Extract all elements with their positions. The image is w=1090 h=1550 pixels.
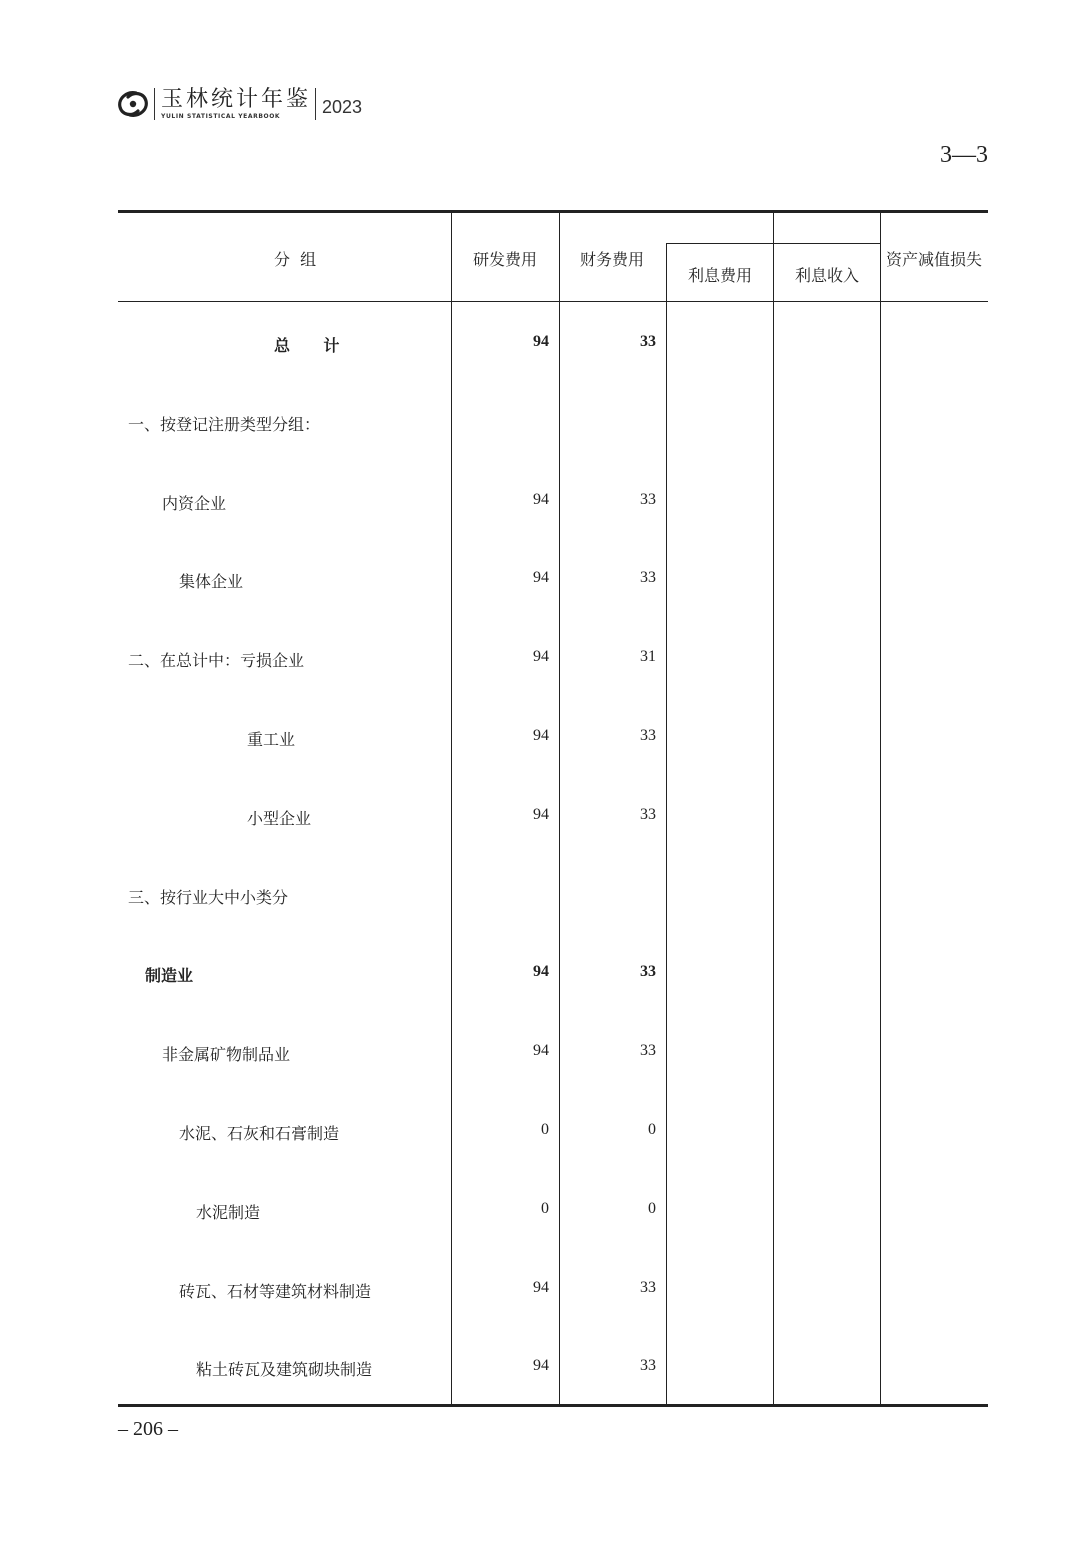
cell-financial-expense: 0 [648, 1121, 656, 1138]
col-rule-4 [773, 210, 774, 1406]
yearbook-logo-icon [116, 89, 150, 119]
cell-rd-expense: 0 [541, 1199, 549, 1217]
row-label: 制造业 [145, 966, 194, 986]
col-header-rd-expense: 研发费用 [473, 250, 538, 269]
cell-financial-expense: 33 [640, 1278, 656, 1296]
row-label: 非金属矿物制品业 [162, 1045, 291, 1065]
header-divider-2 [315, 88, 316, 120]
yearbook-year: 2023 [322, 96, 363, 117]
yearbook-title: 玉林统计年鉴 [161, 86, 312, 112]
row-label: 砖瓦、石材等建筑材料制造 [179, 1281, 372, 1301]
cell-rd-expense: 94 [533, 569, 549, 587]
col-header-asset-impairment: 资产减值损失 [886, 250, 983, 269]
cell-financial-expense: 33 [640, 963, 656, 981]
row-label: 三、按行业大中小类分 [128, 887, 289, 907]
cell-rd-expense: 94 [533, 727, 549, 744]
col-header-group: 分 组 [274, 250, 317, 269]
row-label: 集体企业 [179, 572, 244, 592]
row-label: 粘土砖瓦及建筑砌块制造 [196, 1360, 373, 1380]
col-rule-1 [451, 210, 452, 1406]
col-header-financial-expense: 财务费用 [580, 250, 645, 269]
table-bottom-rule [118, 1404, 988, 1407]
header-bottom-rule [118, 301, 988, 302]
col-rule-2 [559, 210, 560, 1406]
cell-financial-expense: 33 [640, 805, 656, 823]
col-rule-5 [880, 210, 881, 1406]
yearbook-title-en: YULIN STATISTICAL YEARBOOK [161, 112, 281, 120]
yearbook-header [116, 84, 362, 124]
cell-rd-expense: 0 [541, 1121, 549, 1138]
row-label: 水泥、石灰和石膏制造 [179, 1124, 340, 1143]
cell-financial-expense: 0 [648, 1199, 656, 1217]
cell-rd-expense: 94 [533, 1278, 549, 1296]
cell-financial-expense: 33 [640, 1042, 656, 1060]
cell-financial-expense: 33 [640, 490, 656, 508]
cell-rd-expense: 94 [533, 805, 549, 823]
cell-rd-expense: 94 [533, 490, 549, 508]
table-number: 3—3 [940, 142, 988, 168]
cell-financial-expense: 33 [640, 569, 656, 587]
row-label: 一、按登记注册类型分组： [128, 414, 321, 434]
header-divider [154, 88, 155, 120]
cell-financial-expense: 33 [640, 727, 656, 744]
row-label: 内资企业 [162, 493, 227, 513]
col-header-interest-expense: 利息费用 [688, 266, 753, 285]
cell-rd-expense: 94 [533, 1357, 549, 1375]
cell-rd-expense: 94 [533, 1042, 549, 1060]
statistics-table [118, 210, 988, 1406]
row-label: 二、在总计中：亏损企业 [128, 651, 305, 671]
row-label: 重工业 [247, 730, 296, 749]
page-number: – 206 – [118, 1418, 178, 1440]
cell-rd-expense: 94 [533, 648, 549, 666]
cell-financial-expense: 33 [640, 333, 656, 350]
table-top-rule [118, 210, 988, 213]
cell-rd-expense: 94 [533, 963, 549, 981]
cell-financial-expense: 33 [640, 1357, 656, 1375]
col-header-interest-income: 利息收入 [795, 266, 860, 285]
row-label: 总 计 [274, 336, 340, 355]
cell-rd-expense: 94 [533, 333, 549, 350]
cell-financial-expense: 31 [640, 648, 656, 666]
col-rule-3 [666, 243, 667, 1406]
row-label: 水泥制造 [196, 1202, 261, 1222]
row-label: 小型企业 [247, 808, 312, 828]
